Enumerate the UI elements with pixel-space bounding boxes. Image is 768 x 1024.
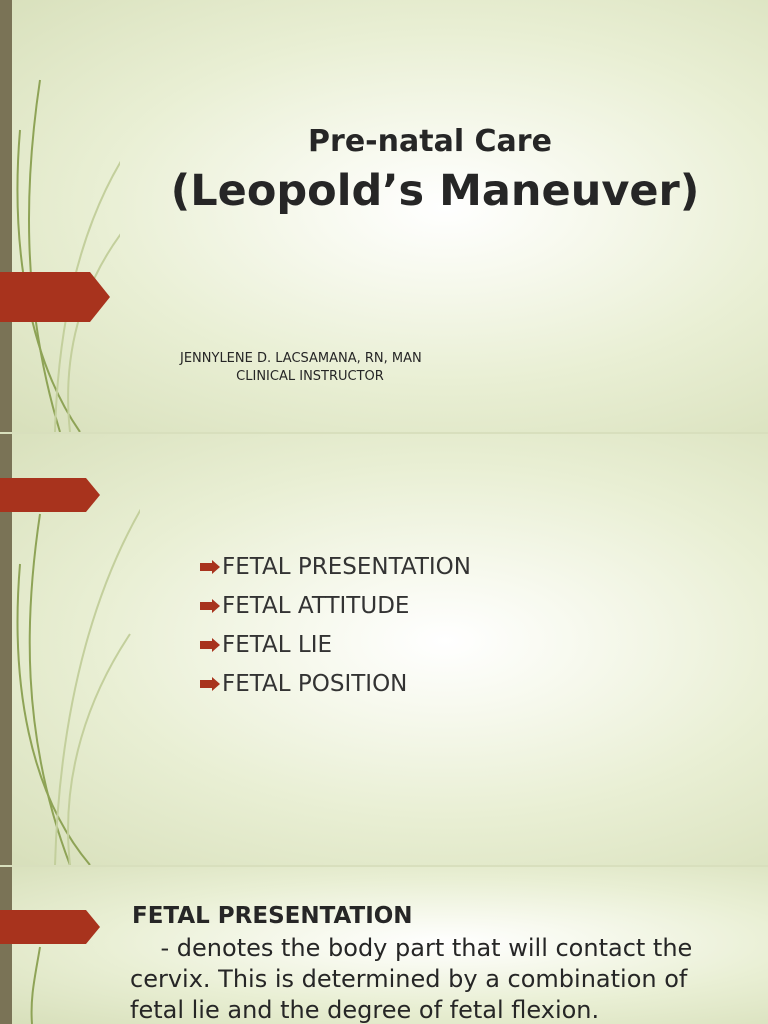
vine-lines-decoration [0,0,120,432]
title-slide [0,0,768,432]
red-arrow-tab-icon [0,910,100,944]
list-item [200,547,471,586]
topics-list [200,547,471,703]
definition-line: cervix. This is determined by a combination of [130,965,688,993]
list-item [200,586,471,625]
definition-line: - denotes the body part that will contact the [130,934,693,962]
author-role: CLINICAL INSTRUCTOR [236,369,384,384]
red-arrow-tab-icon [0,272,110,322]
slide-title-line1: Pre-natal Care [308,124,552,159]
list-item-label: FETAL ATTITUDE [222,592,410,619]
red-arrow-tab-icon [0,478,100,512]
vine-lines-decoration [0,867,80,1024]
list-item-label: FETAL PRESENTATION [222,553,471,580]
topics-slide [0,434,768,865]
list-item-label: FETAL POSITION [222,670,408,697]
list-item [200,625,471,664]
author-name: JENNYLENE D. LACSAMANA, RN, MAN [180,351,422,366]
arrow-bullet-icon [200,677,220,691]
arrow-bullet-icon [200,638,220,652]
author-block [180,350,440,386]
arrow-bullet-icon [200,560,220,574]
list-item-label: FETAL LIE [222,631,333,658]
definition-text [130,933,750,1024]
definition-line: fetal lie and the degree of fetal flexion. [130,996,600,1024]
arrow-bullet-icon [200,599,220,613]
definition-slide [0,867,768,1024]
list-item [200,664,471,703]
slide-heading: FETAL PRESENTATION [132,903,413,929]
slide-title-line2: (Leopold’s Maneuver) [170,166,700,216]
